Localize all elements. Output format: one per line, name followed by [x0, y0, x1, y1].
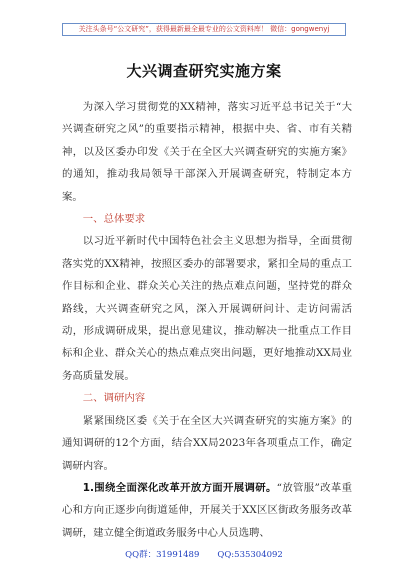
general-requirements-paragraph: 以习近平新时代中国特色社会主义思想为指导，全面贯彻落实党的XX精神，按照区委办的部署要求，紧扣全局的重点工作目标和企业、群众关心关注的热点难点问题，坚持党的群众路线，大兴调查研究之风，深入开展调研问计、走访问需活动，形成调研成果，提出意见建议，推动解决一批重点工作目标和企业、群众关心的热点难点突出问题，更好地推动XX局业务高质量发展。 — [62, 235, 352, 382]
item-1-body: “放管服”改革重心和方向正逐步向街道延伸，开展关于XX区区街政务服务改革调研，建立健全街道政务服务中心人员选聘、 — [62, 481, 352, 539]
research-content-paragraph: 紧紧围绕区委《关于在全区大兴调查研究的实施方案》的通知调研的12个方面，结合XX局2023年各项重点工作，确定调研内容。 — [62, 414, 352, 472]
footer-qq-group: QQ群：31991489 — [125, 550, 200, 560]
footer-qq: QQ:535304092 — [217, 550, 283, 560]
promo-banner — [62, 23, 346, 36]
document-title: 大兴调查研究实施方案 — [126, 62, 282, 80]
item-1-paragraph — [62, 477, 352, 544]
footer-contact — [0, 549, 408, 561]
section-heading-research-content: 二、调研内容 — [82, 392, 146, 405]
intro-paragraph: 为深入学习贯彻党的XX精神，落实习近平总书记关于“大兴调查研究之风”的重要指示精神，根据中央、省、市有关精神，以及区委办印发《关于在全区大兴调查研究的实施方案》的通知，推动我局领导干部深入开展调查研究，特制定本方案。 — [62, 101, 352, 203]
document-body — [62, 96, 352, 544]
promo-banner-text: 关注头条号“公文研究”，获得最新最全最专业的公文资料库！ 微信：gongwenyj — [78, 25, 330, 33]
item-1-lead: 1.围绕全面深化改革开放方面开展调研。 — [82, 481, 277, 494]
section-heading-general-requirements: 一、总体要求 — [82, 213, 146, 226]
